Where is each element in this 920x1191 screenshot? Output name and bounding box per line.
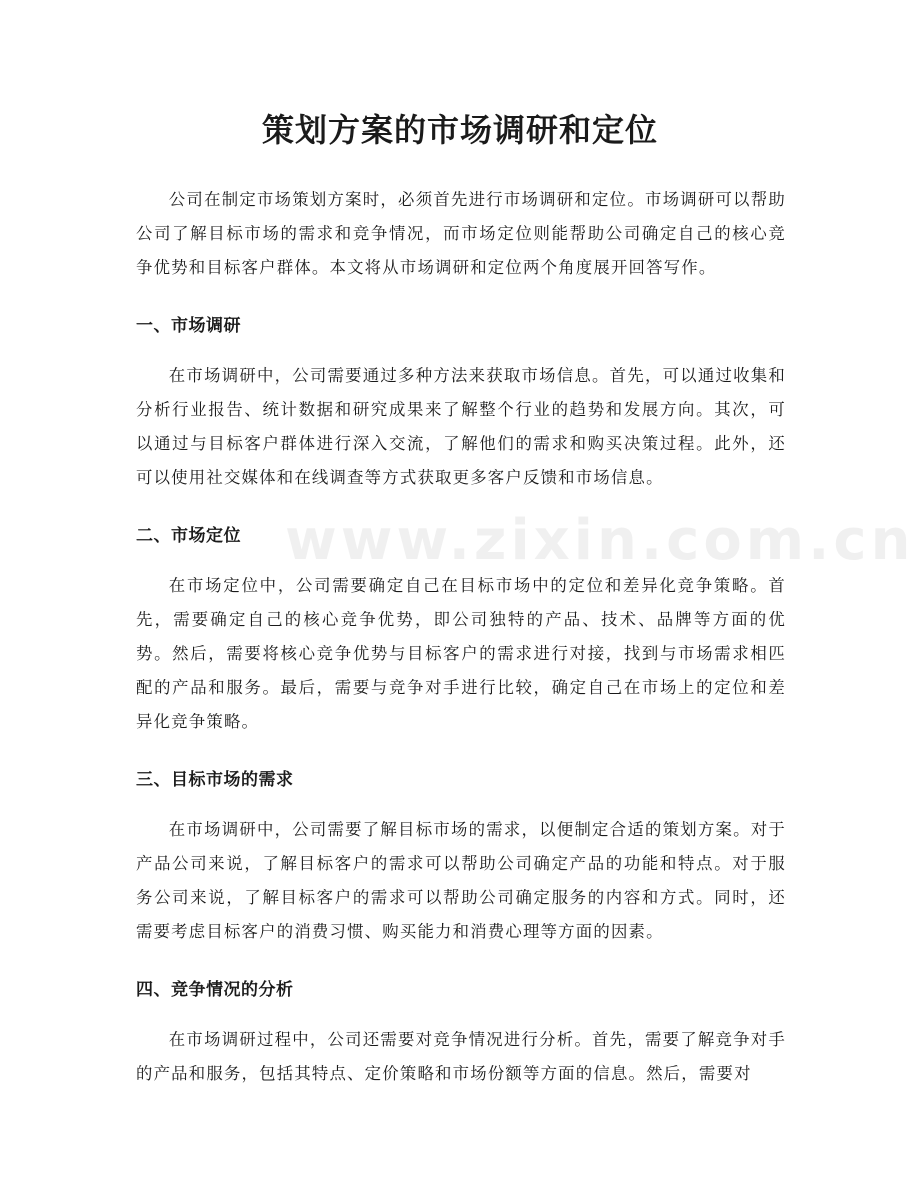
section-body-competition: 在市场调研过程中，公司还需要对竞争情况进行分析。首先，需要了解竞争对手的产品和服务，包括其特点、定价策略和市场份额等方面的信息。然后，需要对	[136, 1030, 786, 1083]
section-heading-market-research: 一、市场调研	[136, 316, 241, 336]
section-body-market-research: 在市场调研中，公司需要通过多种方法来获取市场信息。首先，可以通过收集和分析行业报告、统计数据和研究成果来了解整个行业的趋势和发展方向。其次，可以通过与目标客户群体进行深入交流，了解他们的需求和购买决策过程。此外，还可以使用社交媒体和在线调查等方式获取更多客户反馈和市场信息。	[136, 366, 786, 487]
section-body-target-demand: 在市场调研中，公司需要了解目标市场的需求，以便制定合适的策划方案。对于产品公司来说，了解目标客户的需求可以帮助公司确定产品的功能和特点。对于服务公司来说，了解目标客户的需求可以帮助公司确定服务的内容和方式。同时，还需要考虑目标客户的消费习惯、购买能力和消费心理等方面的因素。	[136, 820, 786, 941]
section-heading-market-positioning: 二、市场定位	[136, 526, 241, 546]
document-body	[136, 183, 786, 1091]
intro-paragraph: 公司在制定市场策划方案时，必须首先进行市场调研和定位。市场调研可以帮助公司了解目标市场的需求和竞争情况，而市场定位则能帮助公司确定自己的核心竞争优势和目标客户群体。本文将从市场调研和定位两个角度展开回答写作。	[136, 190, 786, 277]
section-heading-target-demand: 三、目标市场的需求	[136, 770, 294, 790]
section-body-market-positioning: 在市场定位中，公司需要确定自己在目标市场中的定位和差异化竞争策略。首先，需要确定自己的核心竞争优势，即公司独特的产品、技术、品牌等方面的优势。然后，需要将核心竞争优势与目标客户的需求进行对接，找到与市场需求相匹配的产品和服务。最后，需要与竞争对手进行比较，确定自己在市场上的定位和差异化竞争策略。	[136, 576, 786, 731]
section-heading-competition: 四、竞争情况的分析	[136, 980, 294, 1000]
watermark: www.zixin.com.cn	[285, 508, 915, 573]
page-title: 策划方案的市场调研和定位	[261, 111, 658, 149]
